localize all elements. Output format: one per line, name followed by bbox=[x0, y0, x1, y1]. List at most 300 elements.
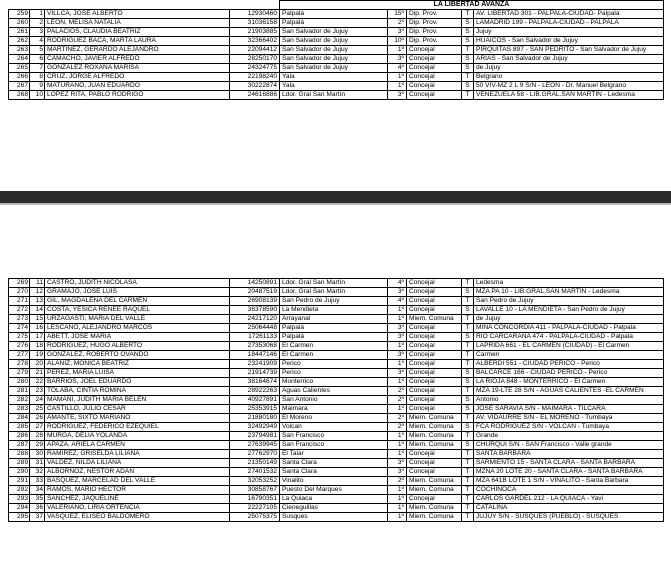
row-number-cell: 285 bbox=[9, 423, 30, 432]
position-order-cell: 2º bbox=[388, 396, 407, 405]
row-number-cell: 291 bbox=[9, 477, 30, 486]
position-order-cell: 2º bbox=[388, 19, 407, 28]
address-cell: JUJUY S/N - SUSQUES (PUEBLO) - SUSQUES bbox=[474, 513, 664, 522]
address-cell: LAMADRID 199 - PALPALA-CIUDAD - PALPALA bbox=[474, 19, 664, 28]
document-number-cell: 12930460 bbox=[230, 10, 280, 19]
document-number-cell: 22198240 bbox=[230, 73, 280, 82]
row-number-cell: 281 bbox=[9, 387, 30, 396]
address-cell: JOSE SARAVIA S/N - MAIMARA - TILCARA bbox=[474, 405, 664, 414]
candidate-name-cell: BASQUEZ, MARCELAD DEL VALLE bbox=[45, 477, 230, 486]
holder-type-cell: T bbox=[462, 279, 474, 288]
list-order-cell: 22 bbox=[30, 378, 45, 387]
position-order-cell: 3º bbox=[388, 28, 407, 37]
position-order-cell: 1º bbox=[388, 504, 407, 513]
holder-type-cell: T bbox=[462, 324, 474, 333]
candidate-name-cell: CASTILLO, JULIO CESAR bbox=[45, 405, 230, 414]
address-cell: SANTA BARBARA bbox=[474, 450, 664, 459]
position-order-cell: 15º bbox=[388, 10, 407, 19]
document-number-cell: 22094412 bbox=[230, 46, 280, 55]
locality-cell: Susques bbox=[280, 513, 388, 522]
locality-cell: Aguas Calientes bbox=[280, 387, 388, 396]
position-order-cell: 10º bbox=[388, 37, 407, 46]
holder-type-cell: S bbox=[462, 55, 474, 64]
table-row bbox=[9, 477, 664, 486]
list-order-cell: 5 bbox=[30, 46, 45, 55]
document-number-cell: 27762970 bbox=[230, 450, 280, 459]
candidate-name-cell: CRUZ, JORGE ALFREDO bbox=[45, 73, 230, 82]
address-cell: Jujuy bbox=[474, 28, 664, 37]
table-row bbox=[9, 28, 664, 37]
locality-cell: La Quiaca bbox=[280, 495, 388, 504]
office-cell: Concejal bbox=[407, 64, 462, 73]
row-number-cell: 263 bbox=[9, 46, 30, 55]
candidate-name-cell: LOPEZ RITA, PABLO RODRIGO bbox=[45, 91, 230, 100]
position-order-cell: 3º bbox=[388, 369, 407, 378]
document-number-cell: 24616886 bbox=[230, 91, 280, 100]
document-number-cell: 18447146 bbox=[230, 351, 280, 360]
office-cell: Concejal bbox=[407, 450, 462, 459]
row-number-cell: 266 bbox=[9, 73, 30, 82]
office-cell: Concejal bbox=[407, 387, 462, 396]
holder-type-cell: T bbox=[462, 432, 474, 441]
list-order-cell: 1 bbox=[30, 10, 45, 19]
office-cell: Concejal bbox=[407, 360, 462, 369]
candidate-name-cell: PALACIOS, CLAUDIA BEATRIZ bbox=[45, 28, 230, 37]
list-order-cell: 11 bbox=[30, 279, 45, 288]
list-order-cell: 8 bbox=[30, 73, 45, 82]
table-row bbox=[9, 360, 664, 369]
list-order-cell: 26 bbox=[30, 414, 45, 423]
table-row bbox=[9, 306, 664, 315]
address-cell: MZA PA 10 - LIB.GRAL.SAN MARTIN - Ledesma bbox=[474, 288, 664, 297]
position-order-cell: 2º bbox=[388, 477, 407, 486]
candidate-name-cell: CAMACHO, JAVIER ALFREDO bbox=[45, 55, 230, 64]
office-cell: Concejal bbox=[407, 306, 462, 315]
position-order-cell: 3º bbox=[388, 55, 407, 64]
document-number-cell: 25075375 bbox=[230, 513, 280, 522]
candidate-name-cell: SANCHEZ, JAQUELINE bbox=[45, 495, 230, 504]
list-order-cell: 34 bbox=[30, 486, 45, 495]
candidate-name-cell: ALANIZ, MONICA BEATRIZ bbox=[45, 360, 230, 369]
table-row bbox=[9, 351, 664, 360]
position-order-cell: 3º bbox=[388, 288, 407, 297]
office-cell: Concejal bbox=[407, 459, 462, 468]
address-cell: CATALINA bbox=[474, 504, 664, 513]
document-number-cell: 20487519 bbox=[230, 288, 280, 297]
candidate-name-cell: VILLCA, JOSE ALBERTO bbox=[45, 10, 230, 19]
locality-cell: Maimara bbox=[280, 405, 388, 414]
document-number-cell: 24324775 bbox=[230, 64, 280, 73]
office-cell: Concejal bbox=[407, 396, 462, 405]
table-row bbox=[9, 73, 664, 82]
holder-type-cell: S bbox=[462, 82, 474, 91]
office-cell: Concejal bbox=[407, 73, 462, 82]
document-number-cell: 32492949 bbox=[230, 423, 280, 432]
document-number-cell: 24217120 bbox=[230, 315, 280, 324]
locality-cell: Yala bbox=[280, 82, 388, 91]
list-order-cell: 14 bbox=[30, 306, 45, 315]
candidate-name-cell: GONZALEZ, ROBERTO OVANDO bbox=[45, 351, 230, 360]
candidates-table-bottom bbox=[8, 278, 664, 522]
candidate-name-cell: CASTRO, JUDITH NICOLASA bbox=[45, 279, 230, 288]
locality-cell: Palpalá bbox=[280, 324, 388, 333]
locality-cell: San Salvador de Jujuy bbox=[280, 28, 388, 37]
address-cell: de Jujuy bbox=[474, 64, 664, 73]
position-order-cell: 1º bbox=[388, 82, 407, 91]
row-number-cell: 272 bbox=[9, 306, 30, 315]
table-row bbox=[9, 315, 664, 324]
table-row bbox=[9, 450, 664, 459]
candidate-name-cell: RAMOS, MARIO HECTOR bbox=[45, 486, 230, 495]
page-separator bbox=[0, 191, 671, 203]
list-order-cell: 10 bbox=[30, 91, 45, 100]
holder-type-cell: T bbox=[462, 387, 474, 396]
address-cell: MZA 641B LOTE 1 S/N - VINALITO - Santa Barbara bbox=[474, 477, 664, 486]
locality-cell: Palpalá bbox=[280, 10, 388, 19]
table-row bbox=[9, 64, 664, 73]
table-row bbox=[9, 46, 664, 55]
candidate-name-cell: RODRIGUEZ BACA, MARTA LAURA bbox=[45, 37, 230, 46]
office-cell: Concejal bbox=[407, 369, 462, 378]
holder-type-cell: T bbox=[462, 342, 474, 351]
holder-type-cell: S bbox=[462, 441, 474, 450]
table-row bbox=[9, 82, 664, 91]
position-order-cell: 1º bbox=[388, 306, 407, 315]
row-number-cell: 269 bbox=[9, 279, 30, 288]
document-number-cell: 23794981 bbox=[230, 432, 280, 441]
table-row bbox=[9, 423, 664, 432]
position-order-cell: 2º bbox=[388, 414, 407, 423]
document-number-cell: 27353068 bbox=[230, 342, 280, 351]
position-order-cell: 4º bbox=[388, 279, 407, 288]
row-number-cell: 260 bbox=[9, 19, 30, 28]
holder-type-cell: T bbox=[462, 10, 474, 19]
holder-type-cell: S bbox=[462, 405, 474, 414]
table-row bbox=[9, 414, 664, 423]
row-number-cell: 274 bbox=[9, 324, 30, 333]
row-number-cell: 268 bbox=[9, 91, 30, 100]
table-row bbox=[9, 10, 664, 19]
holder-type-cell: S bbox=[462, 423, 474, 432]
address-cell: Belgrano bbox=[474, 73, 664, 82]
list-order-cell: 17 bbox=[30, 333, 45, 342]
list-order-cell: 19 bbox=[30, 351, 45, 360]
address-cell: 50 VIV-MZ 2 L 9 S/N - LEON - Dr. Manuel Belgrano bbox=[474, 82, 664, 91]
candidate-name-cell: GIL, MAGDALENA DEL CARMEN bbox=[45, 297, 230, 306]
document-number-cell: 32366402 bbox=[230, 37, 280, 46]
row-number-cell: 265 bbox=[9, 64, 30, 73]
holder-type-cell: S bbox=[462, 19, 474, 28]
office-cell: Dip. Prov. bbox=[407, 10, 462, 19]
holder-type-cell: T bbox=[462, 297, 474, 306]
locality-cell: Arrayanal bbox=[280, 315, 388, 324]
locality-cell: El Talar bbox=[280, 450, 388, 459]
candidate-name-cell: LEON, MELISA NATALIA bbox=[45, 19, 230, 28]
row-number-cell: 261 bbox=[9, 28, 30, 37]
position-order-cell: 1º bbox=[388, 432, 407, 441]
holder-type-cell: S bbox=[462, 28, 474, 37]
candidate-name-cell: VASQUEZ, ELISEO BALDOMERO bbox=[45, 513, 230, 522]
document-number-cell: 21350149 bbox=[230, 459, 280, 468]
address-cell: SARMIENTO 15 - SANTA CLARA - SANTA BARBARA bbox=[474, 459, 664, 468]
office-cell: Miem. Comuna bbox=[407, 315, 462, 324]
table-row bbox=[9, 495, 664, 504]
row-number-cell: 288 bbox=[9, 450, 30, 459]
table-row bbox=[9, 288, 664, 297]
list-order-cell: 35 bbox=[30, 495, 45, 504]
candidate-name-cell: GONZALEZ ROXANA MARISA bbox=[45, 64, 230, 73]
candidate-name-cell: RAMIREZ, GRISELDA LILIANA bbox=[45, 450, 230, 459]
holder-type-cell: T bbox=[462, 73, 474, 82]
row-number-cell: 267 bbox=[9, 82, 30, 91]
candidate-name-cell: MAMANI, JUDITH MARIA BELEN bbox=[45, 396, 230, 405]
position-order-cell: 2º bbox=[388, 387, 407, 396]
candidate-name-cell: MURGA, DELIA YOLANDA bbox=[45, 432, 230, 441]
candidate-name-cell: MARTINEZ, GERARDO ALEJANDRO bbox=[45, 46, 230, 55]
address-cell: AV. VIDAURRE S/N - EL MORENO - Tumbaya bbox=[474, 414, 664, 423]
row-number-cell: 292 bbox=[9, 486, 30, 495]
table-row bbox=[9, 459, 664, 468]
list-order-cell: 4 bbox=[30, 37, 45, 46]
locality-cell: Puesto Del Marques bbox=[280, 486, 388, 495]
locality-cell: Perico bbox=[280, 369, 388, 378]
table-row bbox=[9, 513, 664, 522]
position-order-cell: 1º bbox=[388, 315, 407, 324]
holder-type-cell: S bbox=[462, 396, 474, 405]
address-cell: BALCARCE 166 - CIUDAD PERICO - Perico bbox=[474, 369, 664, 378]
locality-cell: El Carmen bbox=[280, 351, 388, 360]
row-number-cell: 279 bbox=[9, 369, 30, 378]
row-number-cell: 273 bbox=[9, 315, 30, 324]
address-cell: ARIAS - San Salvador de Jujuy bbox=[474, 55, 664, 64]
document-number-cell: 31036158 bbox=[230, 19, 280, 28]
office-cell: Miem. Comuna bbox=[407, 441, 462, 450]
holder-type-cell: T bbox=[462, 91, 474, 100]
office-cell: Concejal bbox=[407, 288, 462, 297]
table-row bbox=[9, 19, 664, 28]
document-number-cell: 32053252 bbox=[230, 477, 280, 486]
list-order-cell: 25 bbox=[30, 405, 45, 414]
candidate-name-cell: APAZA, ARIELA CARMEN bbox=[45, 441, 230, 450]
document-number-cell: 26908139 bbox=[230, 297, 280, 306]
holder-type-cell: T bbox=[462, 414, 474, 423]
row-number-cell: 270 bbox=[9, 288, 30, 297]
office-cell: Concejal bbox=[407, 324, 462, 333]
address-cell: MINA CONCORDIA 411 - PALPALA-CIUDAD - Palpala bbox=[474, 324, 664, 333]
office-cell: Concejal bbox=[407, 333, 462, 342]
list-order-cell: 36 bbox=[30, 504, 45, 513]
office-cell: Concejal bbox=[407, 342, 462, 351]
row-number-cell: 262 bbox=[9, 37, 30, 46]
candidate-name-cell: URZAGASTI, MARIA DEL VALLE bbox=[45, 315, 230, 324]
locality-cell: Yala bbox=[280, 73, 388, 82]
office-cell: Concejal bbox=[407, 468, 462, 477]
position-order-cell: 4º bbox=[388, 297, 407, 306]
office-cell: Concejal bbox=[407, 378, 462, 387]
list-order-cell: 31 bbox=[30, 459, 45, 468]
document-number-cell: 25353915 bbox=[230, 405, 280, 414]
holder-type-cell: T bbox=[462, 495, 474, 504]
locality-cell: Volcan bbox=[280, 423, 388, 432]
holder-type-cell: T bbox=[462, 360, 474, 369]
section-header-row bbox=[9, 1, 664, 10]
locality-cell: Monterrico bbox=[280, 378, 388, 387]
candidate-name-cell: BARRIOS, JOEL EDUARDO bbox=[45, 378, 230, 387]
document-number-cell: 30858767 bbox=[230, 486, 280, 495]
holder-type-cell: S bbox=[462, 369, 474, 378]
table-row bbox=[9, 468, 664, 477]
position-order-cell: 1º bbox=[388, 342, 407, 351]
position-order-cell: 1º bbox=[388, 486, 407, 495]
office-cell: Miem. Comuna bbox=[407, 414, 462, 423]
table-row bbox=[9, 369, 664, 378]
candidate-name-cell: TOLABA, CINTIA ROMINA bbox=[45, 387, 230, 396]
list-order-cell: 23 bbox=[30, 387, 45, 396]
address-cell: COCHINOCA bbox=[474, 486, 664, 495]
table-row bbox=[9, 387, 664, 396]
office-cell: Concejal bbox=[407, 91, 462, 100]
locality-cell: Vinalito bbox=[280, 477, 388, 486]
row-number-cell: 293 bbox=[9, 495, 30, 504]
office-cell: Miem. Comuna bbox=[407, 477, 462, 486]
office-cell: Miem. Comuna bbox=[407, 486, 462, 495]
locality-cell: San Salvador de Jujuy bbox=[280, 55, 388, 64]
list-order-cell: 20 bbox=[30, 360, 45, 369]
document-number-cell: 22227105 bbox=[230, 504, 280, 513]
position-order-cell: 1º bbox=[388, 46, 407, 55]
document-number-cell: 28922263 bbox=[230, 387, 280, 396]
locality-cell: Ldor. Gral San Martín bbox=[280, 279, 388, 288]
locality-cell: Palpalá bbox=[280, 19, 388, 28]
address-cell: LAVALLE 10 - LA MENDIETA - San Pedro de Jujuy bbox=[474, 306, 664, 315]
holder-type-cell: S bbox=[462, 333, 474, 342]
address-cell: LA RIOJA 848 - MONTERRICO - El Carmen bbox=[474, 378, 664, 387]
header-spacer bbox=[9, 1, 280, 10]
holder-type-cell: T bbox=[462, 315, 474, 324]
table-row bbox=[9, 279, 664, 288]
holder-type-cell: S bbox=[462, 64, 474, 73]
holder-type-cell: T bbox=[462, 504, 474, 513]
address-cell: MZNA 20 LOTE 20 - SANTA CLARA - SANTA BARBARA bbox=[474, 468, 664, 477]
list-order-cell: 28 bbox=[30, 432, 45, 441]
position-order-cell: 3º bbox=[388, 91, 407, 100]
table-row bbox=[9, 342, 664, 351]
row-number-cell: 294 bbox=[9, 504, 30, 513]
list-order-cell: 13 bbox=[30, 297, 45, 306]
table-row bbox=[9, 37, 664, 46]
list-order-cell: 37 bbox=[30, 513, 45, 522]
office-cell: Concejal bbox=[407, 55, 462, 64]
row-number-cell: 286 bbox=[9, 432, 30, 441]
holder-type-cell: S bbox=[462, 37, 474, 46]
table-row bbox=[9, 324, 664, 333]
page-edge bbox=[0, 203, 671, 205]
office-cell: Concejal bbox=[407, 46, 462, 55]
address-cell: Antonio bbox=[474, 396, 664, 405]
list-order-cell: 33 bbox=[30, 477, 45, 486]
holder-type-cell: T bbox=[462, 477, 474, 486]
list-order-cell: 21 bbox=[30, 369, 45, 378]
document-number-cell: 14250891 bbox=[230, 279, 280, 288]
row-number-cell: 283 bbox=[9, 405, 30, 414]
locality-cell: Ldor. Gral San Martín bbox=[280, 91, 388, 100]
list-order-cell: 27 bbox=[30, 423, 45, 432]
candidate-name-cell: PEREZ, MARIA LUISA bbox=[45, 369, 230, 378]
office-cell: Dip. Prov. bbox=[407, 19, 462, 28]
row-number-cell: 275 bbox=[9, 333, 30, 342]
office-cell: Concejal bbox=[407, 495, 462, 504]
table-row bbox=[9, 333, 664, 342]
document-number-cell: 27401532 bbox=[230, 468, 280, 477]
list-order-cell: 18 bbox=[30, 342, 45, 351]
table-row bbox=[9, 55, 664, 64]
holder-type-cell: S bbox=[462, 288, 474, 297]
locality-cell: San Pedro de Jujuy bbox=[280, 297, 388, 306]
holder-type-cell: S bbox=[462, 378, 474, 387]
list-order-cell: 16 bbox=[30, 324, 45, 333]
row-number-cell: 259 bbox=[9, 10, 30, 19]
list-order-cell: 15 bbox=[30, 315, 45, 324]
holder-type-cell: T bbox=[462, 468, 474, 477]
position-order-cell: 1º bbox=[388, 360, 407, 369]
candidate-name-cell: RODRIGUEZ, HUGO ALBERTO bbox=[45, 342, 230, 351]
address-cell: RIO CARCARAÑA 474 - PALPALA-CIUDAD - Palpala bbox=[474, 333, 664, 342]
locality-cell: El Moreno bbox=[280, 414, 388, 423]
candidate-name-cell: MATURANO, JUAN EDUARDO bbox=[45, 82, 230, 91]
document-number-cell: 38164674 bbox=[230, 378, 280, 387]
office-cell: Miem. Comuna bbox=[407, 504, 462, 513]
candidate-name-cell: ALBORNOZ, NESTOR ADAN bbox=[45, 468, 230, 477]
address-cell: VENEZUELA 58 - LIB.GRAL.SAN MARTIN - Ledesma bbox=[474, 91, 664, 100]
row-number-cell: 287 bbox=[9, 441, 30, 450]
document-number-cell: 21914739 bbox=[230, 369, 280, 378]
candidate-name-cell: COSTA, YESICA RENEE RAQUEL bbox=[45, 306, 230, 315]
table-row bbox=[9, 486, 664, 495]
holder-type-cell: T bbox=[462, 486, 474, 495]
position-order-cell: 2º bbox=[388, 423, 407, 432]
office-cell: Concejal bbox=[407, 279, 462, 288]
position-order-cell: 1º bbox=[388, 441, 407, 450]
candidate-name-cell: ABETT, JOSE MARIA bbox=[45, 333, 230, 342]
address-cell: Ledesma bbox=[474, 279, 664, 288]
row-number-cell: 277 bbox=[9, 351, 30, 360]
row-number-cell: 278 bbox=[9, 360, 30, 369]
locality-cell: San Francisco bbox=[280, 432, 388, 441]
locality-cell: San Francisco bbox=[280, 441, 388, 450]
list-order-cell: 9 bbox=[30, 82, 45, 91]
row-number-cell: 264 bbox=[9, 55, 30, 64]
row-number-cell: 280 bbox=[9, 378, 30, 387]
office-cell: Dip. Prov. bbox=[407, 37, 462, 46]
position-order-cell: 1º bbox=[388, 73, 407, 82]
candidate-name-cell: VALERIANO, LIRIA ORTENCIA bbox=[45, 504, 230, 513]
table-row bbox=[9, 396, 664, 405]
row-number-cell: 282 bbox=[9, 396, 30, 405]
locality-cell: Santa Clara bbox=[280, 459, 388, 468]
position-order-cell: 3º bbox=[388, 333, 407, 342]
locality-cell: San Antonio bbox=[280, 396, 388, 405]
document-number-cell: 28250170 bbox=[230, 55, 280, 64]
locality-cell: Ldor. Gral San Martín bbox=[280, 288, 388, 297]
list-order-cell: 29 bbox=[30, 441, 45, 450]
address-cell: CARLOS GARDEL 212 - LA QUIACA - Yavi bbox=[474, 495, 664, 504]
candidate-name-cell: GRAMAJO, JOSE LUIS bbox=[45, 288, 230, 297]
document-number-cell: 40927891 bbox=[230, 396, 280, 405]
table-row bbox=[9, 297, 664, 306]
position-order-cell: 3º bbox=[388, 459, 407, 468]
document-number-cell: 16790351 bbox=[230, 495, 280, 504]
document-number-cell: 21880180 bbox=[230, 414, 280, 423]
